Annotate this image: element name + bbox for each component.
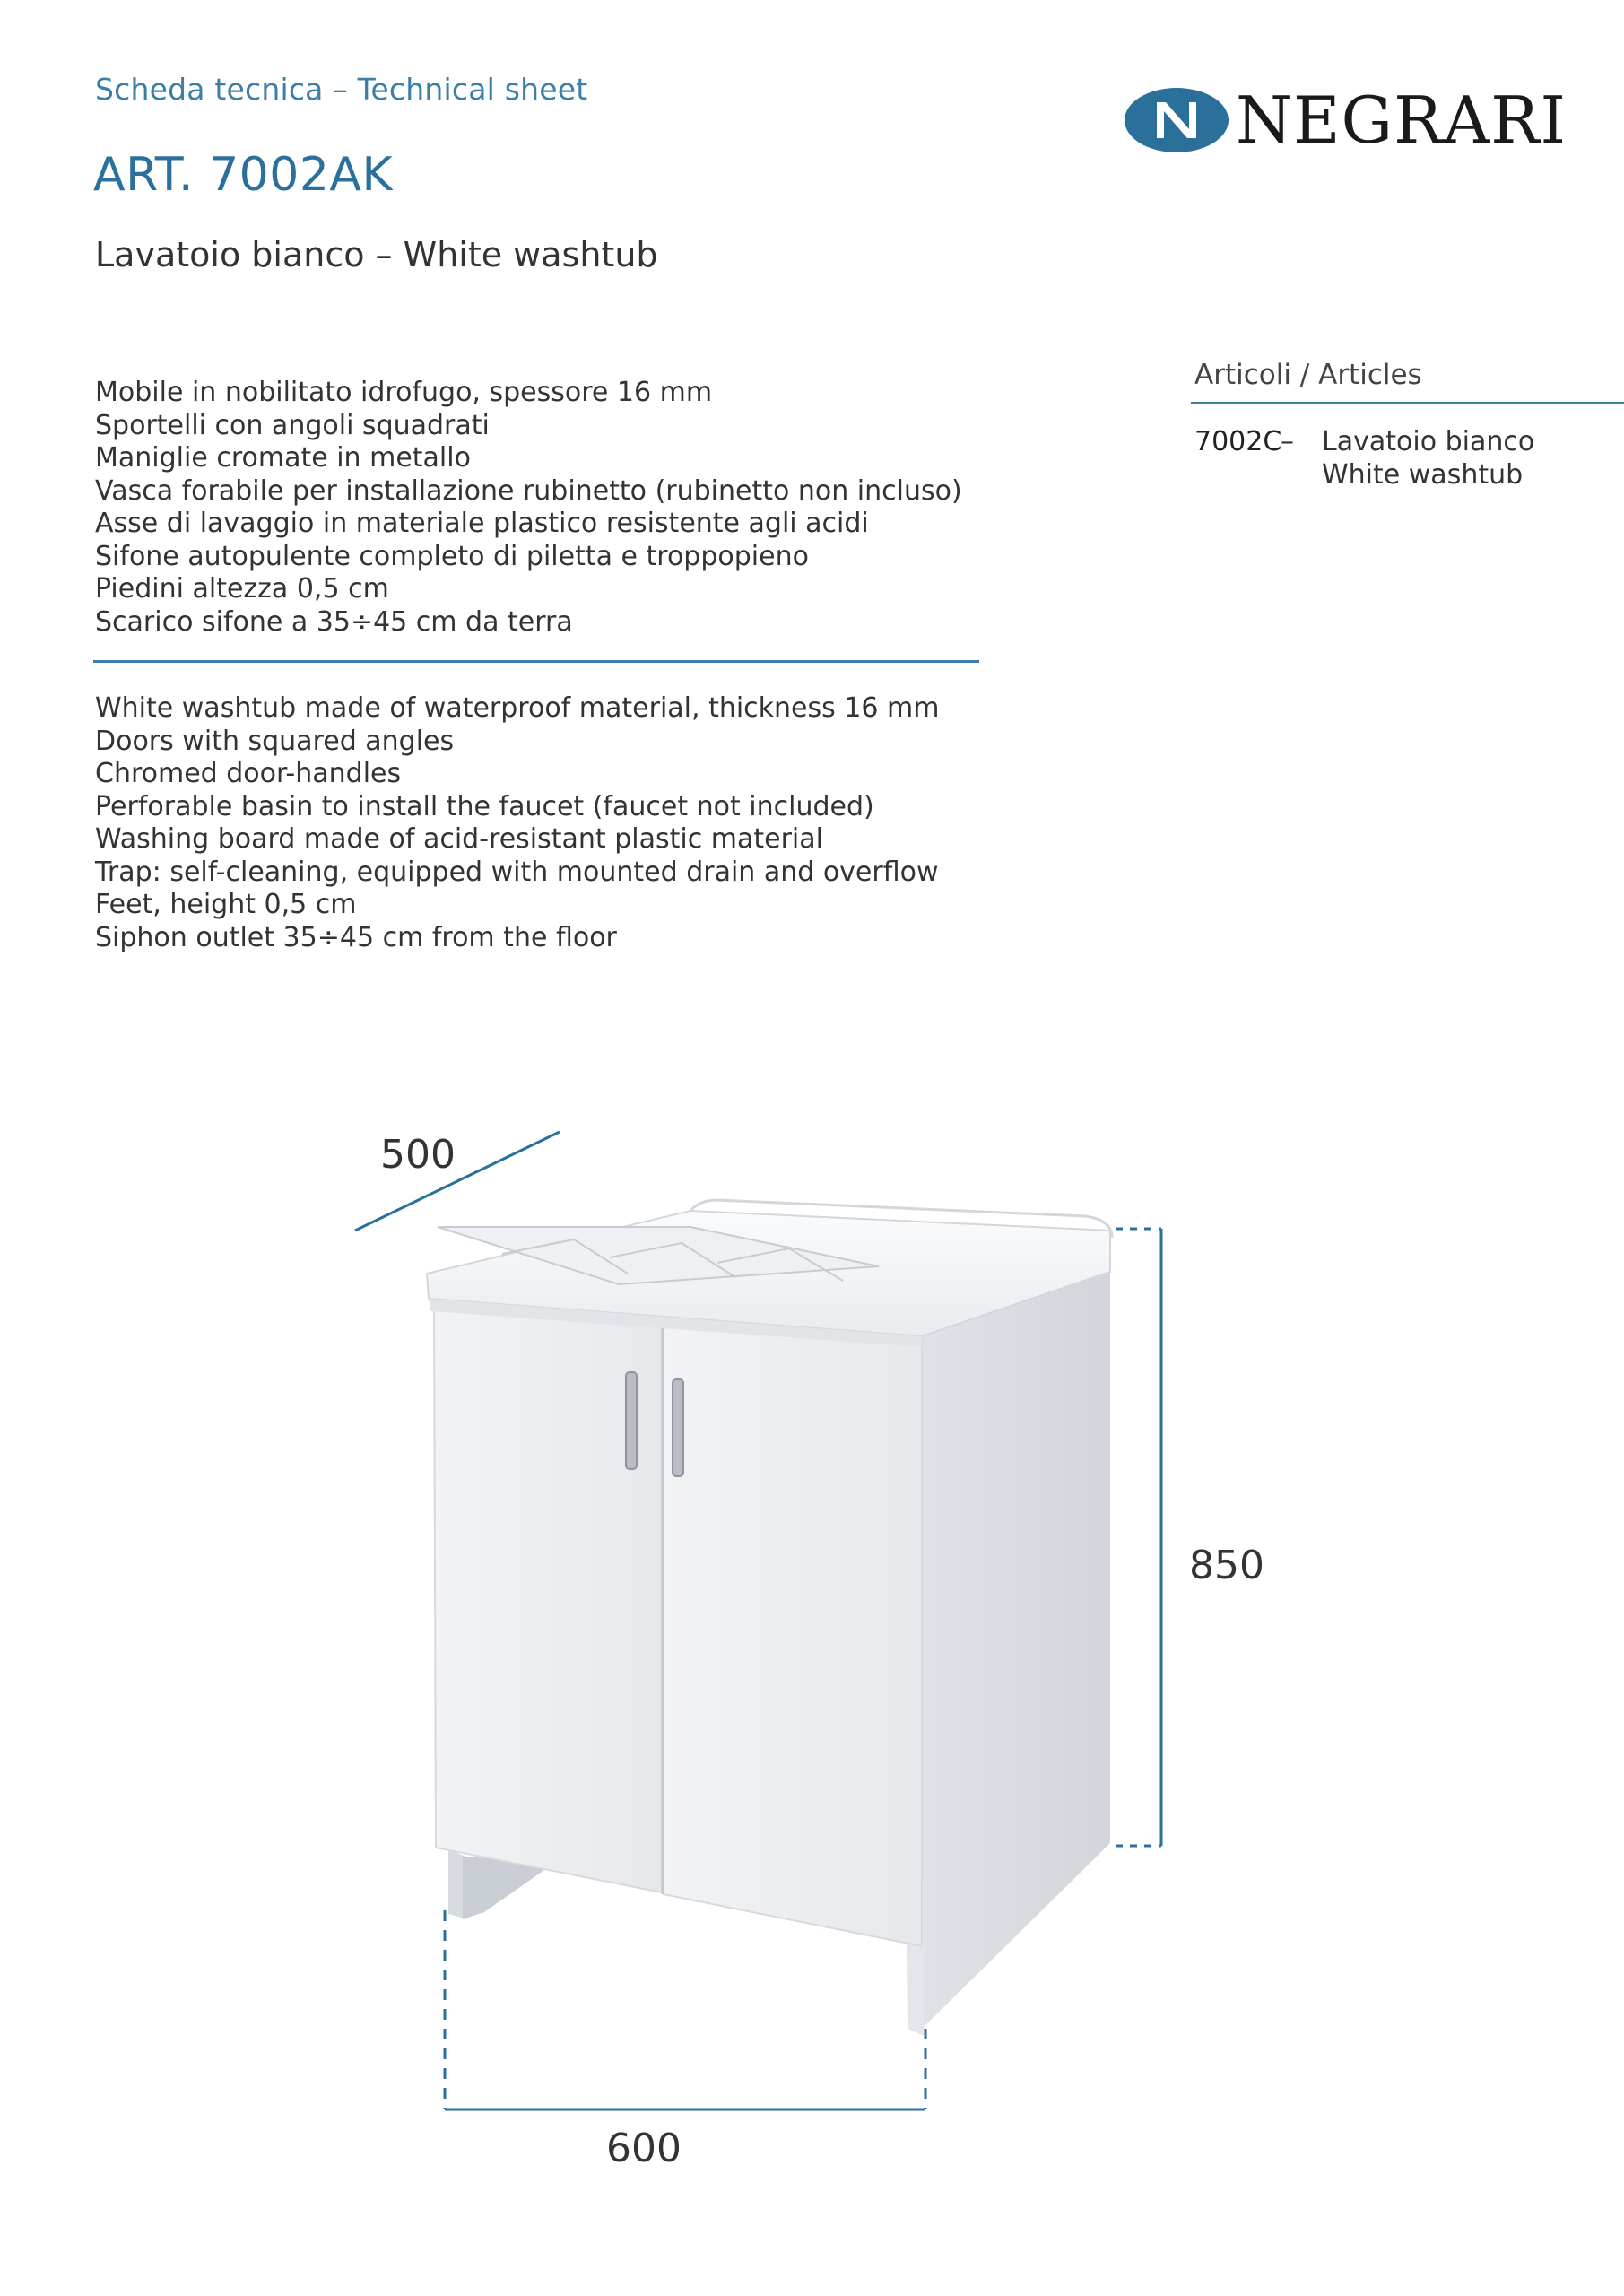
- article-item: [1194, 425, 1534, 491]
- articles-divider: [1191, 402, 1624, 404]
- spec-en-line: Feet, height 0,5 cm: [95, 889, 357, 920]
- width-dimension-label: 600: [606, 2126, 682, 2171]
- spec-en-line: White washtub made of waterproof material, thickness 16 mm: [95, 692, 940, 724]
- articles-heading: Articoli / Articles: [1194, 359, 1422, 391]
- negrari-n-logo-icon: [1123, 86, 1230, 154]
- spec-en-line: Chromed door-handles: [95, 758, 402, 789]
- document-kicker: Scheda tecnica – Technical sheet: [95, 72, 588, 107]
- spec-en-line: Perforable basin to install the faucet (faucet not included): [95, 790, 874, 822]
- right-door: [664, 1311, 922, 1946]
- spec-en-line: Doors with squared angles: [95, 725, 455, 757]
- spec-en-line: Siphon outlet 35÷45 cm from the floor: [95, 921, 617, 953]
- brand-name: NEGRARI: [1236, 83, 1567, 158]
- spec-it-line: Asse di lavaggio in materiale plastico resistente agli acidi: [95, 508, 869, 539]
- article-code: 7002C: [1194, 426, 1282, 457]
- height-dimension-label: 850: [1189, 1543, 1264, 1588]
- depth-dimension-label: 500: [380, 1132, 456, 1178]
- article-name-it: Lavatoio bianco: [1322, 426, 1535, 457]
- height-dimension-line: [1116, 1229, 1161, 1846]
- article-title: ART. 7002AK: [93, 148, 394, 202]
- specs-italian: [95, 377, 962, 639]
- article-dash: –: [1281, 426, 1294, 457]
- specs-english: [95, 692, 939, 954]
- spec-it-line: Sifone autopulente completo di piletta e troppopieno: [95, 540, 809, 572]
- left-door-handle: [626, 1372, 637, 1469]
- product-drawing: [0, 1076, 1624, 2188]
- product-subtitle: Lavatoio bianco – White washtub: [95, 235, 658, 274]
- spec-it-line: Scarico sifone a 35÷45 cm da terra: [95, 605, 573, 638]
- spec-en-line: Trap: self-cleaning, equipped with mounted drain and overflow: [95, 856, 939, 888]
- section-divider: [93, 660, 979, 663]
- spec-it-line: Sportelli con angoli squadrati: [95, 409, 490, 441]
- spec-en-line: Washing board made of acid-resistant plastic material: [95, 823, 823, 855]
- right-door-handle: [673, 1379, 683, 1476]
- spec-it-line: Mobile in nobilitato idrofugo, spessore 16 mm: [95, 377, 713, 408]
- spec-it-line: Piedini altezza 0,5 cm: [95, 573, 389, 604]
- spec-it-line: Maniglie cromate in metallo: [95, 442, 471, 474]
- spec-it-line: Vasca forabile per installazione rubinetto (rubinetto non incluso): [95, 474, 962, 507]
- cabinet-side-panel: [922, 1272, 1110, 2029]
- width-dimension-line: [445, 1910, 925, 2109]
- brand-logo: [1123, 83, 1567, 158]
- article-name-en: White washtub: [1322, 459, 1524, 491]
